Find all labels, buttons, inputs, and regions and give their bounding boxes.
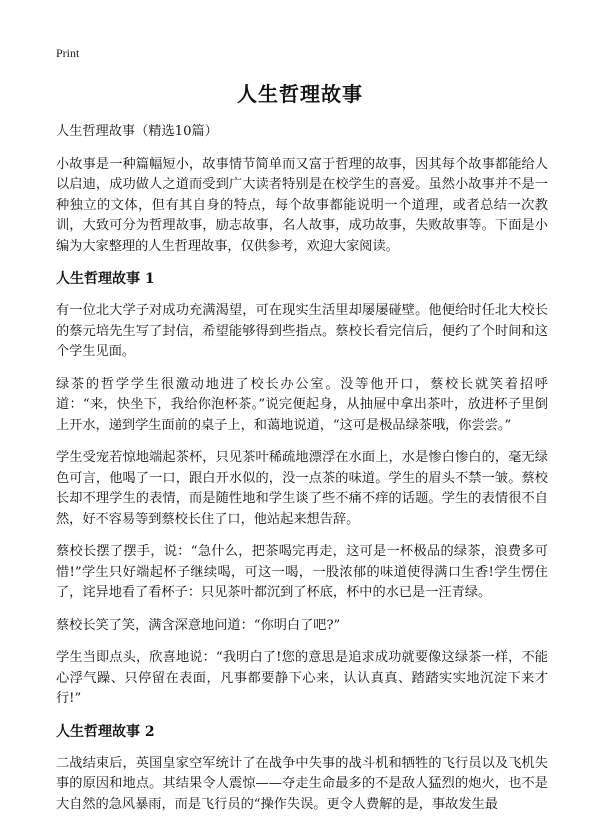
section-heading-1: 人生哲理故事 1 <box>56 271 155 287</box>
print-label: Print <box>56 46 80 60</box>
page-title: 人生哲理故事 <box>237 82 363 106</box>
document-subtitle: 人生哲理故事（精选10篇） <box>56 124 218 139</box>
section1-paragraph-5: 蔡校长笑了笑，满含深意地问道：“你明白了吧?” <box>56 617 341 633</box>
section1-paragraph-3: 学生受宠若惊地端起茶杯，只见茶叶稀疏地漂浮在水面上，水是惨白惨白的，毫无绿色可言，他喝了一口，跟白开水似的，没一点茶的味道。学生的眉头不禁一皱。蔡校长却不理学生的表情，而是随性地和学生谈了些不痛不痒的话题。学生的表情很不自然，好不容易等到蔡校长住了口，他站起来想告辞。 <box>56 450 548 527</box>
section-heading-2: 人生哲理故事 2 <box>56 723 155 740</box>
section1-paragraph-6: 学生当即点头，欣喜地说：“我明白了!您的意思是追求成功就要像这绿茶一样，不能心浮气躁、只停留在表面，凡事都要静下心来，认认真真、踏踏实实地沉淀下来才行!” <box>56 650 548 706</box>
section1-paragraph-1: 有一位北大学子对成功充满渴望，可在现实生活里却屡屡碰壁。他便给时任北大校长的蔡元培先生写了封信，希望能够得到些指点。蔡校长看完信后，便约了个时间和这个学生见面。 <box>56 303 548 359</box>
intro-paragraph: 小故事是一种篇幅短小，故事情节简单而又富于哲理的故事，因其每个故事都能给人以启迪，成功做人之道而受到广大读者特别是在校学生的喜爱。虽然小故事并不是一种独立的文体，但有其自身的特点，每个故事都能说明一个道理，或者总结一次教训，大致可分为哲理故事，励志故事，名人故事，成功故事，失败故事等。下面是小编为大家整理的人生哲理故事，仅供参考，欢迎大家阅读。 <box>56 156 548 254</box>
section1-paragraph-2: 绿茶的哲学学生很激动地进了校长办公室。没等他开口，蔡校长就笑着招呼道：“来，快坐下，我给你泡杯茶。”说完便起身，从抽屉中拿出茶叶，放进杯子里倒上开水，递到学生面前的桌子上，和蔼地说道，“这可是极品绿茶哦，你尝尝。” <box>56 376 548 433</box>
document-body <box>56 122 548 827</box>
section1-paragraph-4: 蔡校长摆了摆手，说：“急什么，把茶喝完再走，这可是一杯极品的绿茶，浪费多可惜!”学生只好端起杯子继续喝，可这一喝，一股浓郁的味道使得满口生香!学生愣住了，诧异地看了看杯子：只见茶叶都沉到了杯底，杯中的水已是一汪青绿。 <box>56 544 548 600</box>
section2-paragraph-1: 二战结束后，英国皇家空军统计了在战争中失事的战斗机和牺牲的飞行员以及飞机失事的原因和地点。其结果令人震惊——夺走生命最多的不是敌人猛烈的炮火，也不是大自然的急风暴雨，而是飞行员的“操作失误。更令人费解的是，事故发生最 <box>56 755 548 812</box>
